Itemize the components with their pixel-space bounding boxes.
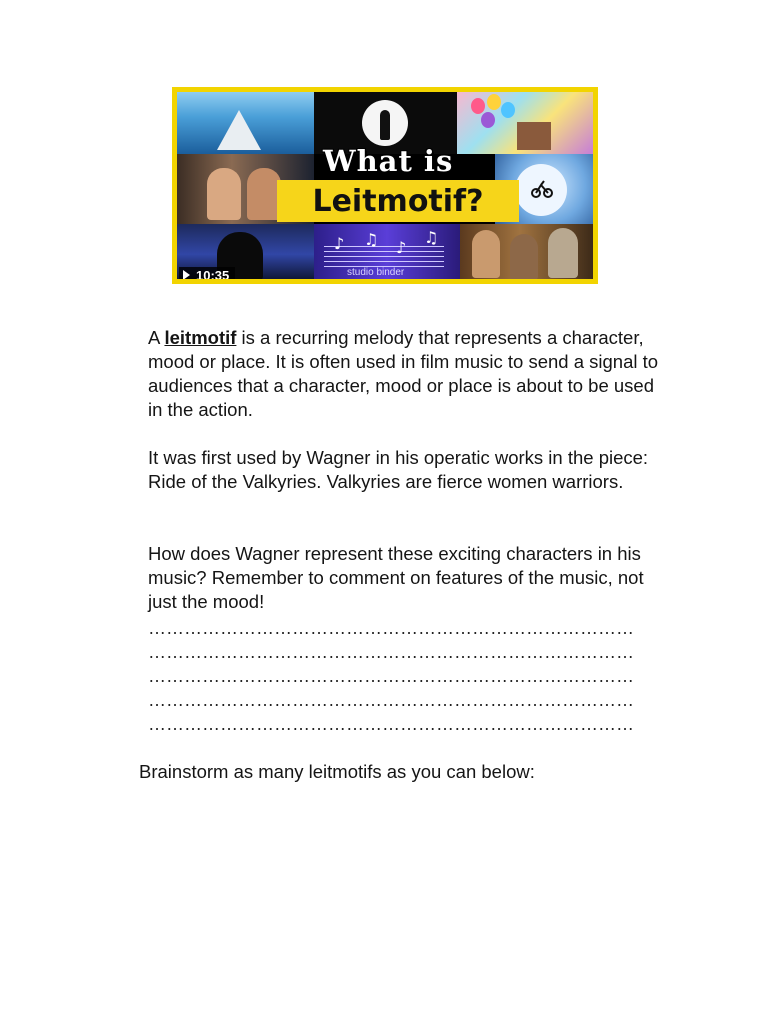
- brainstorm-prompt: Brainstorm as many leitmotifs as you can below:: [139, 761, 535, 782]
- figure-shape: [207, 168, 241, 220]
- thumbnail-collage: [177, 92, 593, 279]
- history-paragraph: It was first used by Wagner in his operatic works in the piece: Ride of the Valkyries. Valkyries are fierce women warriors.: [148, 447, 649, 492]
- figure-shape: [548, 228, 578, 278]
- balloon-shape: [471, 98, 485, 114]
- video-duration-badge[interactable]: [179, 267, 235, 279]
- figure-shape: [510, 234, 538, 279]
- keyword-leitmotif: leitmotif: [164, 327, 237, 348]
- answer-line[interactable]: ………………………………………………………………………: [148, 690, 634, 710]
- tile-shark: [177, 92, 314, 154]
- music-note-icon: ♪: [396, 238, 407, 257]
- figure-shape: [472, 230, 500, 278]
- spy-silhouette: [380, 110, 390, 140]
- shark-shape: [217, 110, 261, 150]
- video-thumbnail[interactable]: [172, 87, 598, 284]
- thumbnail-title-line1: What is: [323, 144, 454, 178]
- definition-paragraph: [148, 326, 668, 422]
- balloon-shape: [501, 102, 515, 118]
- house-shape: [517, 122, 551, 150]
- answer-line[interactable]: ………………………………………………………………………: [148, 618, 634, 638]
- answer-line[interactable]: ………………………………………………………………………: [148, 666, 634, 686]
- play-icon[interactable]: [183, 270, 190, 279]
- balloon-shape: [487, 94, 501, 110]
- music-note-icon: ♫: [364, 230, 379, 249]
- definition-prefix: A: [148, 327, 165, 348]
- music-note-icon: ♪: [334, 234, 345, 253]
- answer-line[interactable]: ………………………………………………………………………: [148, 714, 634, 734]
- tile-balloons: [457, 92, 593, 154]
- bike-icon: [531, 180, 553, 198]
- balloon-shape: [481, 112, 495, 128]
- question-paragraph: How does Wagner represent these exciting characters in his music? Remember to comment on features of the music, not just the mood!: [148, 543, 644, 612]
- answer-line[interactable]: ………………………………………………………………………: [148, 642, 634, 662]
- brand-label: studio binder: [347, 267, 405, 278]
- music-note-icon: ♫: [424, 228, 439, 247]
- duration-text: 10:35: [196, 267, 230, 279]
- definition-text: is a recurring melody that represents a character, mood or place. It is often used in film music to send a signal to audiences that a character, mood or place is about to be used in the action.: [148, 327, 659, 420]
- thumbnail-title-box: [277, 180, 519, 222]
- answer-lines[interactable]: [148, 616, 648, 736]
- thumbnail-title-line2: Leitmotif?: [312, 183, 484, 219]
- tile-group: [460, 224, 593, 279]
- figure-shape: [247, 168, 281, 220]
